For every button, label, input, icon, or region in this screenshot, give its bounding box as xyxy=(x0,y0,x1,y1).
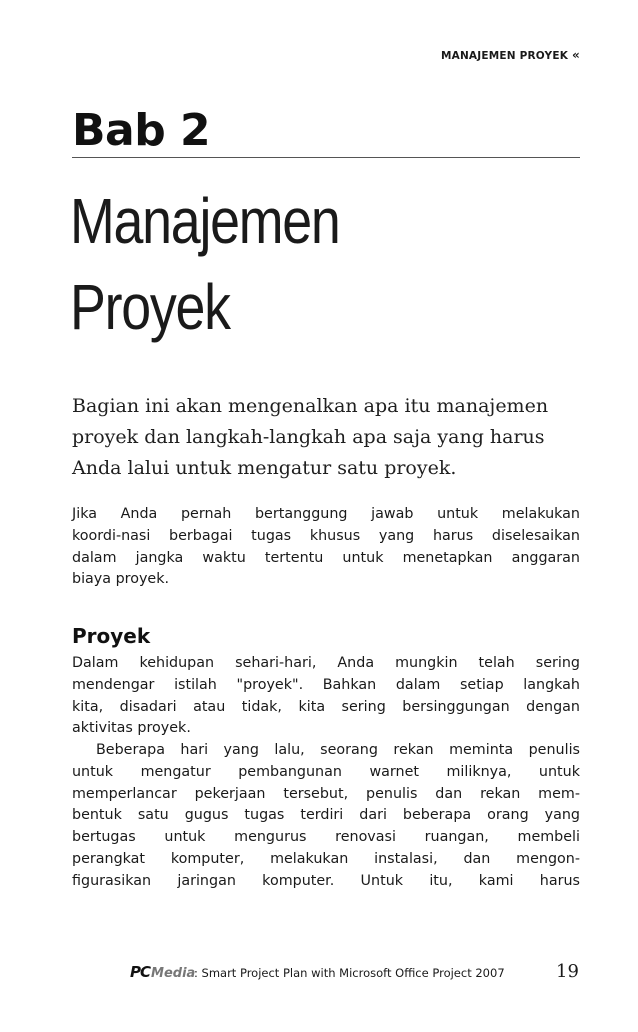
double-chevron-icon: « xyxy=(572,48,580,62)
chapter-title xyxy=(70,178,507,350)
pcmedia-logo xyxy=(130,963,195,983)
text-line: koordi-nasi berbagai tugas khusus yang harus diselesaikan xyxy=(72,527,580,544)
text-line: bertugas untuk mengurus renovasi ruangan, membeli xyxy=(72,829,580,846)
chapter-intro xyxy=(72,391,592,484)
running-head-text: MANAJEMEN PROYEK xyxy=(440,50,569,62)
intro-line: Bagian ini akan mengenalkan apa itu manajemen xyxy=(72,395,549,417)
logo-pc: PC xyxy=(130,963,151,981)
page-number: 19 xyxy=(556,961,579,982)
paragraph-proyek-2 xyxy=(72,740,580,893)
chapter-label: Bab 2 xyxy=(72,105,211,156)
book-title: : Smart Project Plan with Microsoft Office Project 2007 xyxy=(194,966,505,980)
text-line: bentuk satu gugus tugas terdiri dari beberapa orang yang xyxy=(72,807,580,824)
text-line: kita, disadari atau tidak, kita sering bersinggungan dengan xyxy=(72,698,580,715)
section-heading: Proyek xyxy=(72,624,151,648)
paragraph-intro xyxy=(72,504,580,591)
text-line: memperlancar pekerjaan tersebut, penulis dan rekan mem- xyxy=(72,785,580,802)
text-line: perangkat komputer, melakukan instalasi, dan mengon- xyxy=(72,850,580,867)
text-line: dalam jangka waktu tertentu untuk menetapkan anggaran xyxy=(72,549,580,566)
paragraph-proyek-1 xyxy=(72,653,580,740)
intro-line: proyek dan langkah-langkah apa saja yang harus xyxy=(72,426,545,448)
logo-media: Media xyxy=(151,966,196,981)
text-line: aktivitas proyek. xyxy=(72,720,191,737)
running-head xyxy=(441,48,580,62)
text-line: untuk mengatur pembangunan warnet miliknya, untuk xyxy=(72,763,580,780)
text-line: Jika Anda pernah bertanggung jawab untuk melakukan xyxy=(72,506,580,522)
text-line: mendengar istilah "proyek". Bahkan dalam setiap langkah xyxy=(72,676,580,693)
text-line: Beberapa hari yang lalu, seorang rekan meminta penulis xyxy=(96,742,580,758)
text-line: figurasikan jaringan komputer. Untuk itu, kami harus xyxy=(72,872,580,889)
intro-line: Anda lalui untuk mengatur satu proyek. xyxy=(72,457,457,479)
text-line: Dalam kehidupan sehari-hari, Anda mungkin telah sering xyxy=(72,655,580,671)
chapter-title-line: Proyek xyxy=(70,271,230,343)
page-footer xyxy=(130,958,590,988)
text-line: biaya proyek. xyxy=(72,571,170,588)
chapter-title-line: Manajemen xyxy=(70,185,340,257)
chapter-divider xyxy=(72,157,580,158)
